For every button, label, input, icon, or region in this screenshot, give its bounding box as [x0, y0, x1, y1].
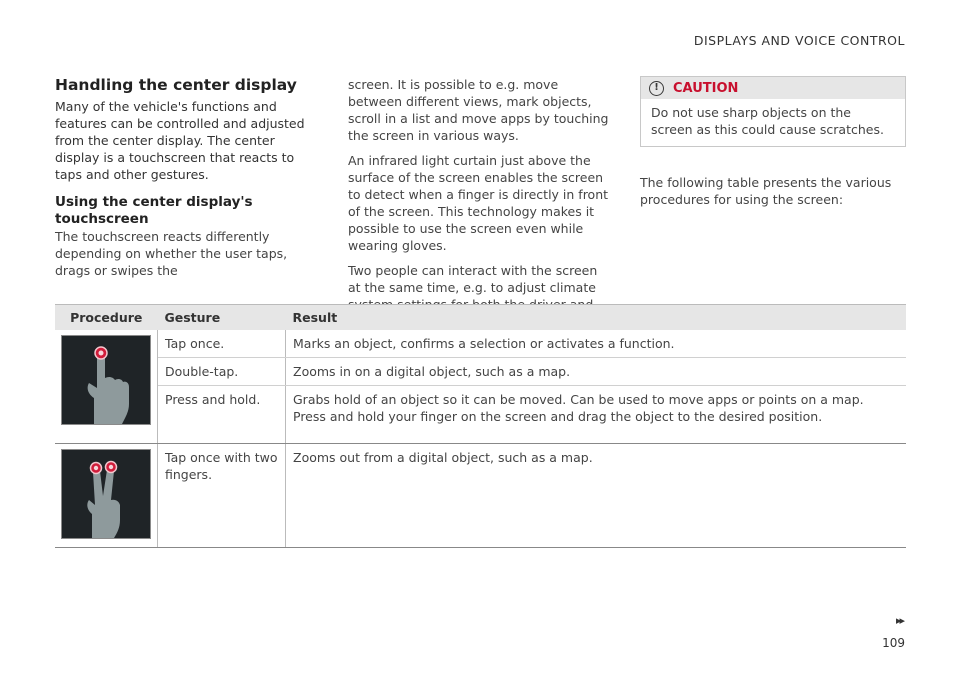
table-row [55, 330, 906, 358]
table-row [55, 386, 906, 444]
table-intro: The following table presents the various procedures for using the screen: [640, 175, 892, 207]
table-row [55, 444, 906, 548]
result-cell: Zooms in on a digital object, such as a map. [286, 358, 907, 386]
header-gesture: Gesture [158, 305, 286, 331]
gesture-cell: Tap once. [158, 330, 286, 358]
caution-text: Do not use sharp objects on the screen as this could cause scratches. [651, 105, 884, 137]
body-paragraph: The touchscreen reacts differently depending on whether the user taps, drags or swipes the [55, 229, 288, 278]
body-paragraph: Two people can interact with the screen at the same time, e.g. to adjust climate [348, 263, 598, 295]
column-2 [348, 76, 613, 338]
header-procedure: Procedure [55, 305, 158, 331]
caution-icon: ! [649, 81, 664, 96]
result-cell: Zooms out from a digital object, such as a map. [286, 444, 907, 548]
gesture-cell: Tap once with two fingers. [158, 444, 286, 548]
caution-title: CAUTION [673, 80, 739, 96]
column-3 [640, 76, 906, 216]
body-paragraph: screen. It is possible to e.g. move between different views, mark objects, scroll in a list and move apps by touching the screen in various ways. [348, 77, 609, 143]
section-title: DISPLAYS AND VOICE CONTROL [693, 33, 905, 48]
intro-paragraph: Many of the vehicle's functions and features can be controlled and adjusted from the center display. The center display is a touchscreen that reacts to taps and other gestures. [55, 99, 305, 182]
procedure-image-cell [55, 330, 158, 444]
page-number: 109 [882, 636, 905, 650]
subheading: Using the center display's touchscreen [55, 194, 253, 227]
header-result: Result [286, 305, 907, 331]
column-1 [55, 76, 317, 287]
table-row [55, 358, 906, 386]
body-paragraph: An infrared light curtain just above the surface of the screen enables the screen to detect when a finger is directly in front of the screen. This technology makes it possible to use the screen even while wearing gloves. [348, 153, 609, 253]
procedure-table [55, 304, 906, 548]
caution-box [640, 76, 906, 147]
two-finger-tap-icon [61, 449, 151, 539]
one-finger-tap-icon [61, 335, 151, 425]
next-page-arrows-icon: ▸▸ [895, 614, 903, 627]
gesture-cell: Double-tap. [158, 358, 286, 386]
page-heading: Handling the center display [55, 76, 297, 94]
result-cell: Marks an object, confirms a selection or activates a function. [286, 330, 907, 358]
table-header-row [55, 305, 906, 331]
gesture-cell: Press and hold. [158, 386, 286, 444]
caution-header [641, 77, 905, 99]
procedure-image-cell [55, 444, 158, 548]
result-cell: Grabs hold of an object so it can be moved. Can be used to move apps or points on a map. Press and hold your finger on the screen and drag the object to the desired position. [286, 386, 907, 444]
